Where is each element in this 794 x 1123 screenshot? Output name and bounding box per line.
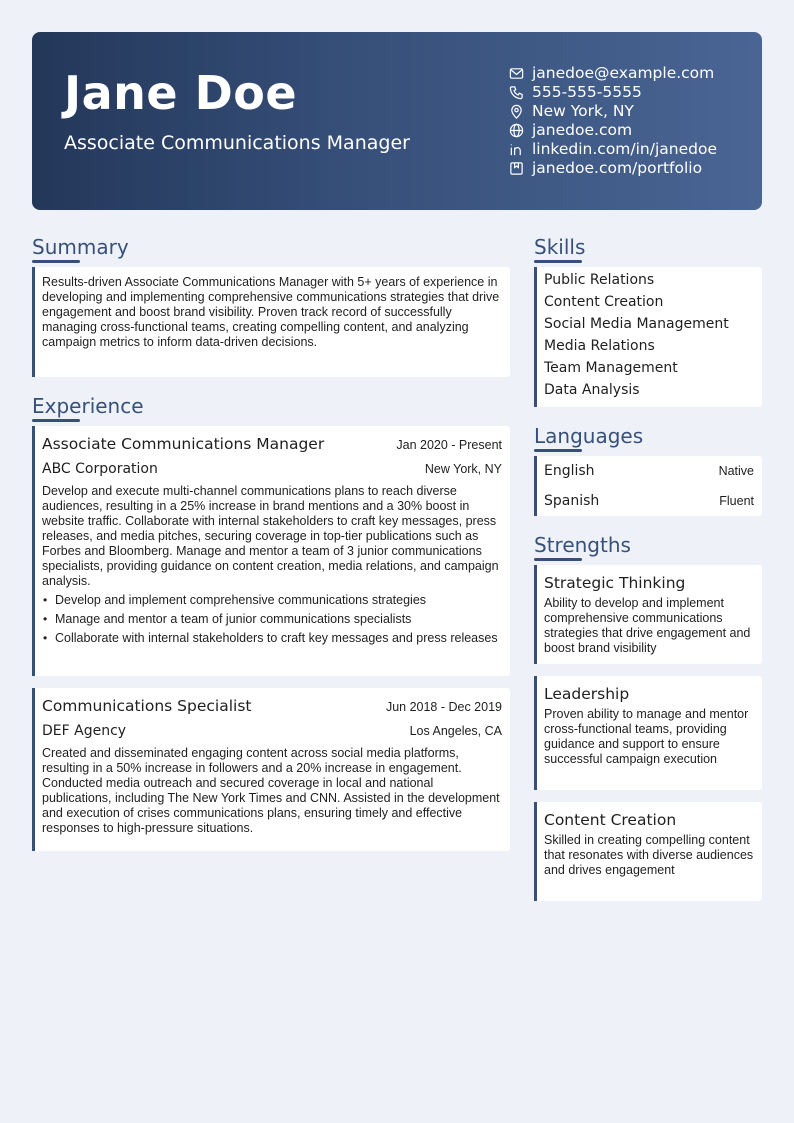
job-dates: Jan 2020 - Present [396, 438, 502, 452]
contact-location-text: New York, NY [532, 102, 634, 120]
contact-website[interactable] [508, 121, 758, 140]
language-row [544, 456, 754, 486]
job-card [32, 688, 510, 851]
contact-phone-text: 555-555-5555 [532, 83, 642, 101]
strength-card [534, 676, 762, 790]
skill-item: Team Management [544, 360, 678, 376]
languages-heading-underline [534, 449, 582, 452]
job-description: Created and disseminated engaging content across social media platforms, resulting in a 50% increase in followers and a 20% increase in engagement. Conducted media outreach and secured coverage in local and national publications, including The New York Times and CNN. Assisted in the development and execution of crises communications plans, ensuring timely and effective responses to high-pressure situations. [42, 746, 500, 835]
job-location: New York, NY [424, 462, 502, 476]
languages-heading: Languages [534, 424, 644, 448]
strength-title: Leadership [544, 685, 630, 703]
languages-card [534, 456, 762, 516]
portfolio-icon [508, 161, 524, 177]
contact-email[interactable] [508, 64, 758, 83]
skill-item: Social Media Management [544, 316, 729, 332]
summary-text: Results-driven Associate Communications Manager with 5+ years of experience in developing and implementing comprehensive communications strategies that drive engagement and boost brand visibility. Proven track record of successfully managing cross-functional teams, creating compelling content, and analyzing campaign metrics to inform data-driven decisions. [42, 275, 500, 349]
location-icon [508, 104, 524, 120]
skills-card [534, 267, 762, 407]
strengths-heading: Strengths [534, 533, 631, 557]
job-description: Develop and execute multi-channel communications plans to reach diverse audiences, resulting in a 25% increase in brand mentions and a 30% boost in website traffic. Collaborate with internal stakeholders to craft key messages, press releases, and media pitches, securing coverage in top-tier publications such as Forbes and Bloomberg. Manage and mentor a team of 3 junior communications specialists, providing guidance on content creation, media relations, and campaign analysis. [42, 484, 499, 588]
skill-item: Data Analysis [544, 382, 640, 398]
skills-heading: Skills [534, 235, 586, 259]
job-card [32, 426, 510, 676]
strength-card [534, 565, 762, 664]
globe-icon [508, 123, 524, 139]
summary-heading: Summary [32, 235, 129, 259]
job-bullet-list [42, 593, 502, 646]
candidate-title: Associate Communications Manager [64, 132, 410, 154]
language-level: Fluent [719, 494, 754, 508]
contact-linkedin-text: linkedin.com/in/janedoe [532, 140, 717, 158]
job-bullet: • Manage and mentor a team of junior communications specialists [42, 612, 502, 627]
experience-heading-underline [32, 419, 80, 422]
contact-linkedin[interactable] [508, 140, 758, 159]
language-name: English [544, 463, 595, 479]
job-title: Communications Specialist [42, 697, 252, 715]
resume-header [32, 32, 762, 210]
strength-title: Strategic Thinking [544, 574, 686, 592]
linkedin-icon [508, 142, 524, 158]
job-bullet: • Collaborate with internal stakeholders to craft key messages and press releases [42, 631, 502, 646]
summary-heading-underline [32, 260, 80, 263]
contact-email-text: janedoe@example.com [532, 64, 715, 82]
contact-list [508, 64, 758, 178]
contact-portfolio-text: janedoe.com/portfolio [532, 159, 703, 177]
job-dates: Jun 2018 - Dec 2019 [385, 700, 502, 714]
email-icon [508, 66, 524, 82]
strength-card [534, 802, 762, 901]
skill-item: Content Creation [544, 294, 664, 310]
language-row [544, 486, 754, 516]
summary-card [32, 267, 510, 377]
job-title: Associate Communications Manager [42, 435, 325, 453]
contact-location [508, 102, 758, 121]
skill-item: Public Relations [544, 272, 655, 288]
job-bullet: • Develop and implement comprehensive communications strategies [42, 593, 502, 608]
contact-website-text: janedoe.com [532, 121, 633, 139]
strength-title: Content Creation [544, 811, 677, 829]
phone-icon [508, 85, 524, 101]
skills-heading-underline [534, 260, 582, 263]
language-level: Native [718, 464, 754, 478]
experience-heading: Experience [32, 394, 144, 418]
strength-description: Skilled in creating compelling content that resonates with diverse audiences and drives engagement [544, 833, 754, 877]
language-name: Spanish [544, 493, 600, 509]
strength-description: Proven ability to manage and mentor cross-functional teams, providing guidance and support to ensure successful campaign execution [544, 707, 749, 766]
contact-phone[interactable] [508, 83, 758, 102]
job-company: ABC Corporation [42, 461, 158, 477]
skill-item: Media Relations [544, 338, 655, 354]
candidate-name: Jane Doe [64, 66, 298, 120]
job-location: Los Angeles, CA [409, 724, 502, 738]
contact-portfolio[interactable] [508, 159, 758, 178]
strength-description: Ability to develop and implement comprehensive communications strategies that drive engagement and boost brand visibility [544, 596, 751, 655]
strengths-heading-underline [534, 558, 582, 561]
job-company: DEF Agency [42, 723, 127, 739]
